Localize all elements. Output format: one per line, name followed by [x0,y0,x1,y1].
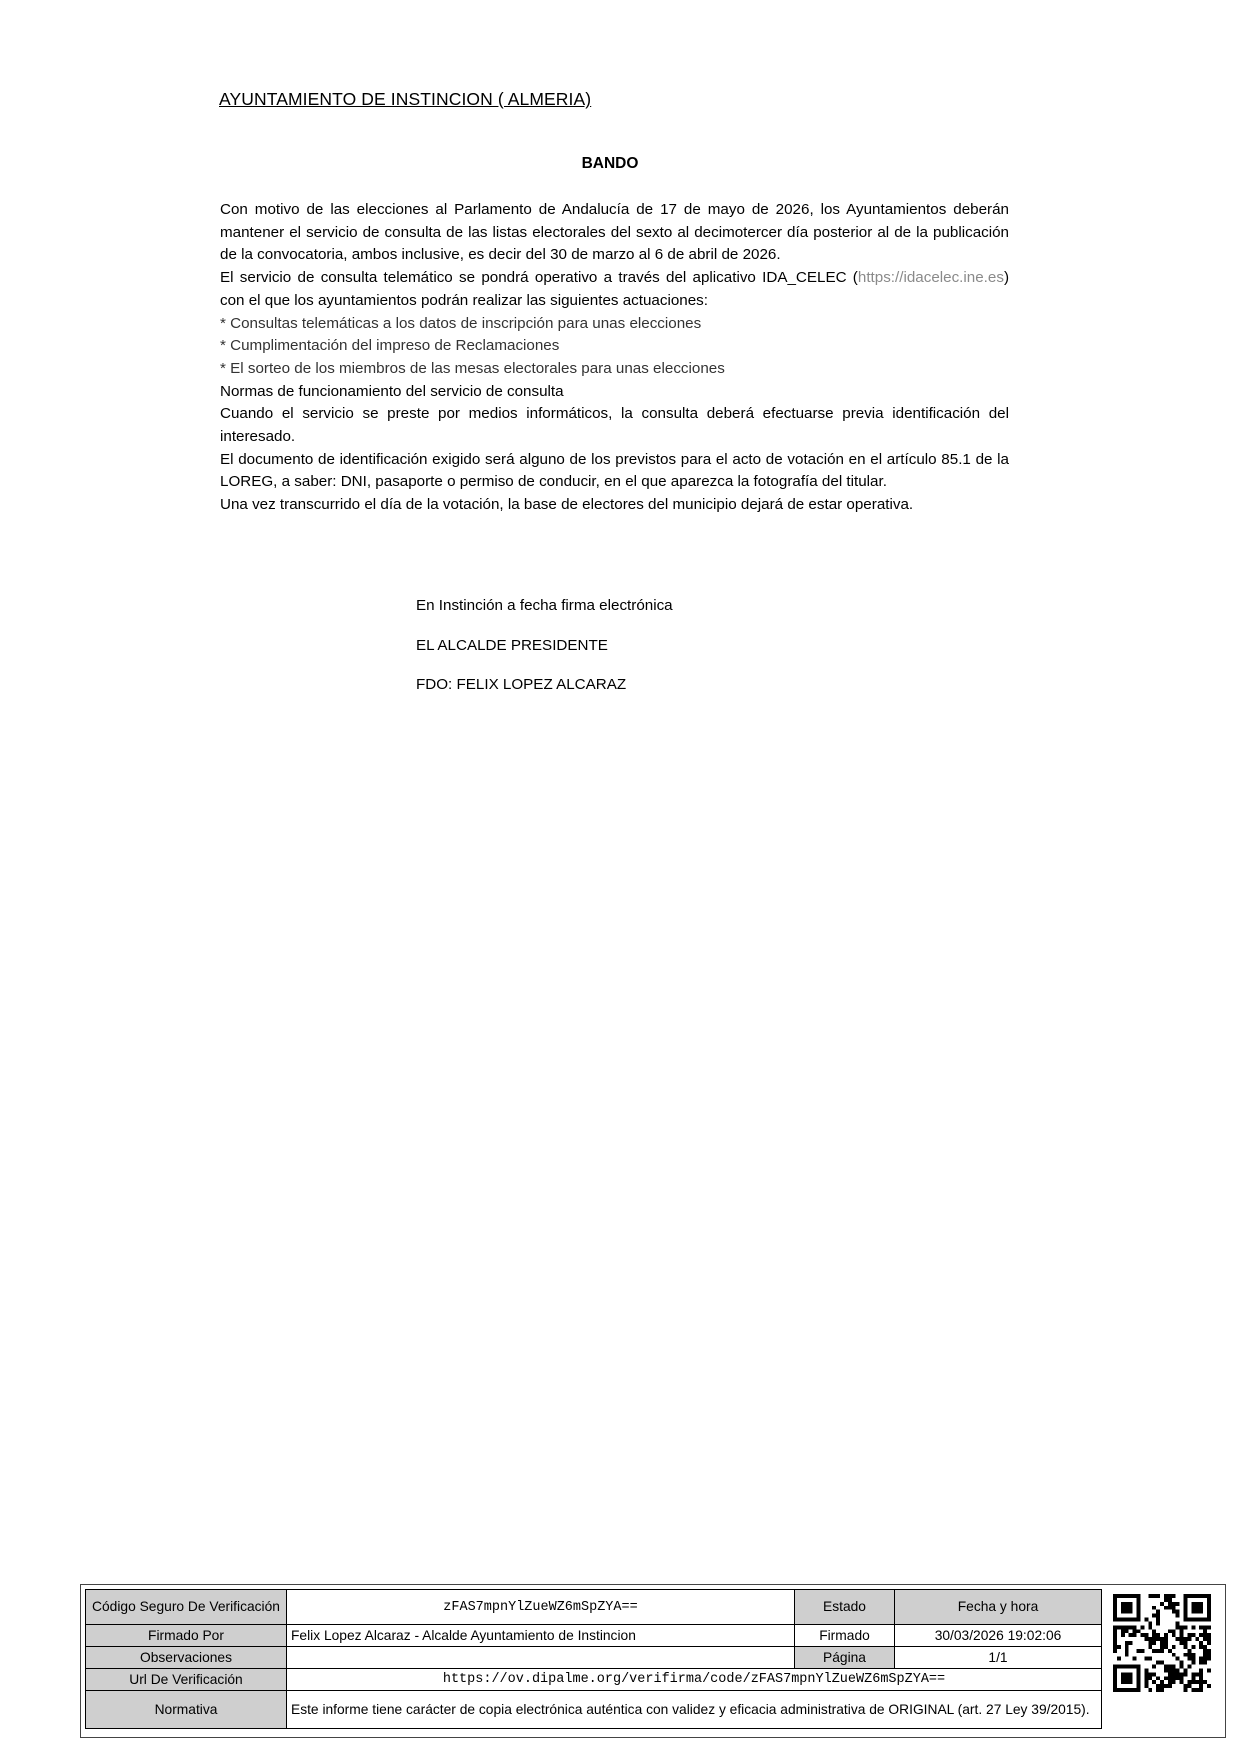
signature-block [416,597,673,716]
section-heading: Normas de funcionamiento del servicio de consulta [220,382,564,400]
qr-code-graphic [1113,1594,1211,1692]
regulation-label: Normativa [86,1691,287,1729]
qr-code-icon [1103,1589,1221,1697]
paragraph-elections: Con motivo de las elecciones al Parlamento de Andalucía de 17 de mayo de 2026, los Ayuntamientos deberán mantener el servicio de consulta de las listas electorales del sexto al decimotercer día posterior al de la publicación de la convocatoria, ambos inclusive, es decir del 30 de marzo al 6 de abril de 2026. [220,201,1009,264]
paragraph-telematic-service [220,267,1009,312]
document-body [220,199,1009,517]
observations-label: Observaciones [86,1647,287,1669]
paragraph-text: ) con el que los ayuntamientos podrán realizar las siguientes actuaciones: [220,269,1009,309]
regulation-value: Este informe tiene carácter de copia electrónica auténtica con validez y eficacia administrativa de ORIGINAL (art. 27 Ley 39/2015). [287,1691,1102,1729]
observations-value [287,1647,795,1669]
status-label: Estado [795,1590,895,1625]
paragraph-documents: El documento de identificación exigido será alguno de los previstos para el acto de votación en el artículo 85.1 de la LOREG, a saber: DNI, pasaporte o permiso de conducir, en el que aparezca la fotografía del titular. [220,450,1009,491]
verification-url-label: Url De Verificación [86,1669,287,1691]
list-item: * Consultas telemáticas a los datos de inscripción para unas elecciones [220,314,702,332]
paragraph-closing: Una vez transcurrido el día de la votación, la base de electores del municipio dejará de estar operativa. [220,496,914,514]
list-item: * Cumplimentación del impreso de Reclamaciones [220,337,560,355]
document-title: BANDO [581,155,639,172]
datetime-value: 30/03/2026 19:02:06 [895,1625,1102,1647]
page-value: 1/1 [895,1647,1102,1669]
signed-by-label: Firmado Por [86,1625,287,1647]
page-label: Página [795,1647,895,1669]
ida-celec-link[interactable]: https://idacelec.ine.es [857,269,1004,287]
signature-name: FDO: FELIX LOPEZ ALCARAZ [416,676,627,693]
security-code-label: Código Seguro De Verificación [86,1590,287,1625]
security-code-value: zFAS7mpnYlZueWZ6mSpZYA== [287,1590,795,1625]
verification-table [85,1589,1102,1729]
list-item: * El sorteo de los miembros de las mesas electorales para unas elecciones [220,359,725,377]
signature-role: EL ALCALDE PRESIDENTE [416,636,608,654]
signature-place-date: En Instinción a fecha firma electrónica [416,597,673,614]
status-value: Firmado [795,1625,895,1647]
organization-title: AYUNTAMIENTO DE INSTINCION ( ALMERIA) [219,89,592,109]
paragraph-text: El servicio de consulta telemático se pondrá operativo a través del aplicativo IDA_CELEC ( [220,269,858,287]
paragraph-identification: Cuando el servicio se preste por medios informáticos, la consulta deberá efectuarse previa identificación del interesado. [220,405,1009,446]
datetime-label: Fecha y hora [895,1590,1102,1625]
verification-url[interactable]: https://ov.dipalme.org/verifirma/code/zFAS7mpnYlZueWZ6mSpZYA== [287,1669,1102,1691]
signed-by-value: Felix Lopez Alcaraz - Alcalde Ayuntamiento de Instincion [287,1625,795,1647]
